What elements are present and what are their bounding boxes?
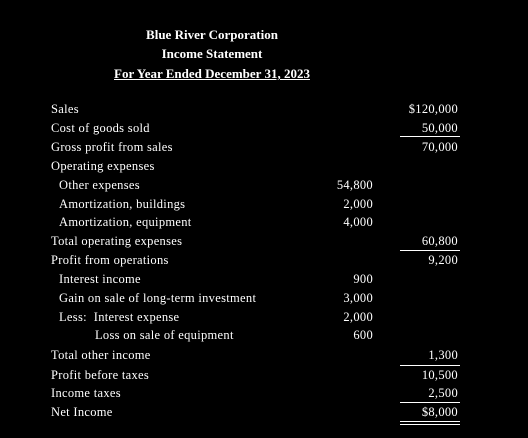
row-label: Total other income <box>51 348 151 362</box>
row-label: Other expenses <box>59 178 140 192</box>
subtotal-rule <box>400 250 460 251</box>
row-middle-value: 3,000 <box>343 291 373 305</box>
statement-row-amortization-buildings <box>0 197 528 216</box>
subtotal-rule <box>400 365 460 366</box>
row-label: Profit from operations <box>51 253 169 267</box>
subtotal-rule <box>400 402 460 403</box>
row-middle-value: 2,000 <box>343 197 373 211</box>
row-right-value: 60,800 <box>421 234 458 248</box>
statement-row-operating-expenses <box>0 159 528 178</box>
statement-title: Income Statement <box>161 46 263 61</box>
statement-row-gross-profit <box>0 140 528 159</box>
row-middle-value: 4,000 <box>343 215 373 229</box>
statement-row-cost-of-goods-sold <box>0 121 528 140</box>
total-double-rule-bottom <box>400 424 460 425</box>
row-label: Total operating expenses <box>51 234 183 248</box>
row-label: Net Income <box>51 405 113 419</box>
row-label: Interest income <box>59 272 141 286</box>
statement-row-profit-from-operations <box>0 253 528 272</box>
total-double-rule-top <box>400 421 460 422</box>
row-label: Amortization, buildings <box>59 197 186 211</box>
row-middle-value: 54,800 <box>336 178 373 192</box>
row-label: Less: Interest expense <box>59 310 180 324</box>
statement-period: For Year Ended December 31, 2023 <box>114 66 310 81</box>
row-right-value: $120,000 <box>408 102 458 116</box>
row-right-value: 9,200 <box>428 253 458 267</box>
statement-row-other-expenses <box>0 178 528 197</box>
row-middle-value: 2,000 <box>343 310 373 324</box>
row-right-value: 10,500 <box>421 368 458 382</box>
statement-row-amortization-equipment <box>0 215 528 234</box>
row-right-value: 70,000 <box>421 140 458 154</box>
row-label: Gain on sale of long-term investment <box>59 291 257 305</box>
row-right-value: 1,300 <box>428 348 458 362</box>
row-middle-value: 600 <box>353 328 373 342</box>
company-name: Blue River Corporation <box>146 27 278 42</box>
row-label: Profit before taxes <box>51 368 150 382</box>
statement-row-interest-income <box>0 272 528 291</box>
row-label: Sales <box>51 102 79 116</box>
row-right-value: 50,000 <box>421 121 458 135</box>
row-label: Amortization, equipment <box>59 215 192 229</box>
row-label: Cost of goods sold <box>51 121 150 135</box>
statement-row-interest-expense <box>0 310 528 329</box>
row-middle-value: 900 <box>353 272 373 286</box>
row-right-value: 2,500 <box>428 386 458 400</box>
row-label: Income taxes <box>51 386 121 400</box>
statement-row-gain-on-sale <box>0 291 528 310</box>
row-label: Operating expenses <box>51 159 155 173</box>
row-label: Loss on sale of equipment <box>95 328 234 342</box>
statement-row-profit-before-taxes <box>0 368 528 387</box>
row-label: Gross profit from sales <box>51 140 173 154</box>
statement-row-loss-on-sale <box>0 328 528 347</box>
row-right-value: $8,000 <box>421 405 458 419</box>
subtotal-rule <box>400 136 460 137</box>
statement-row-sales <box>0 102 528 121</box>
